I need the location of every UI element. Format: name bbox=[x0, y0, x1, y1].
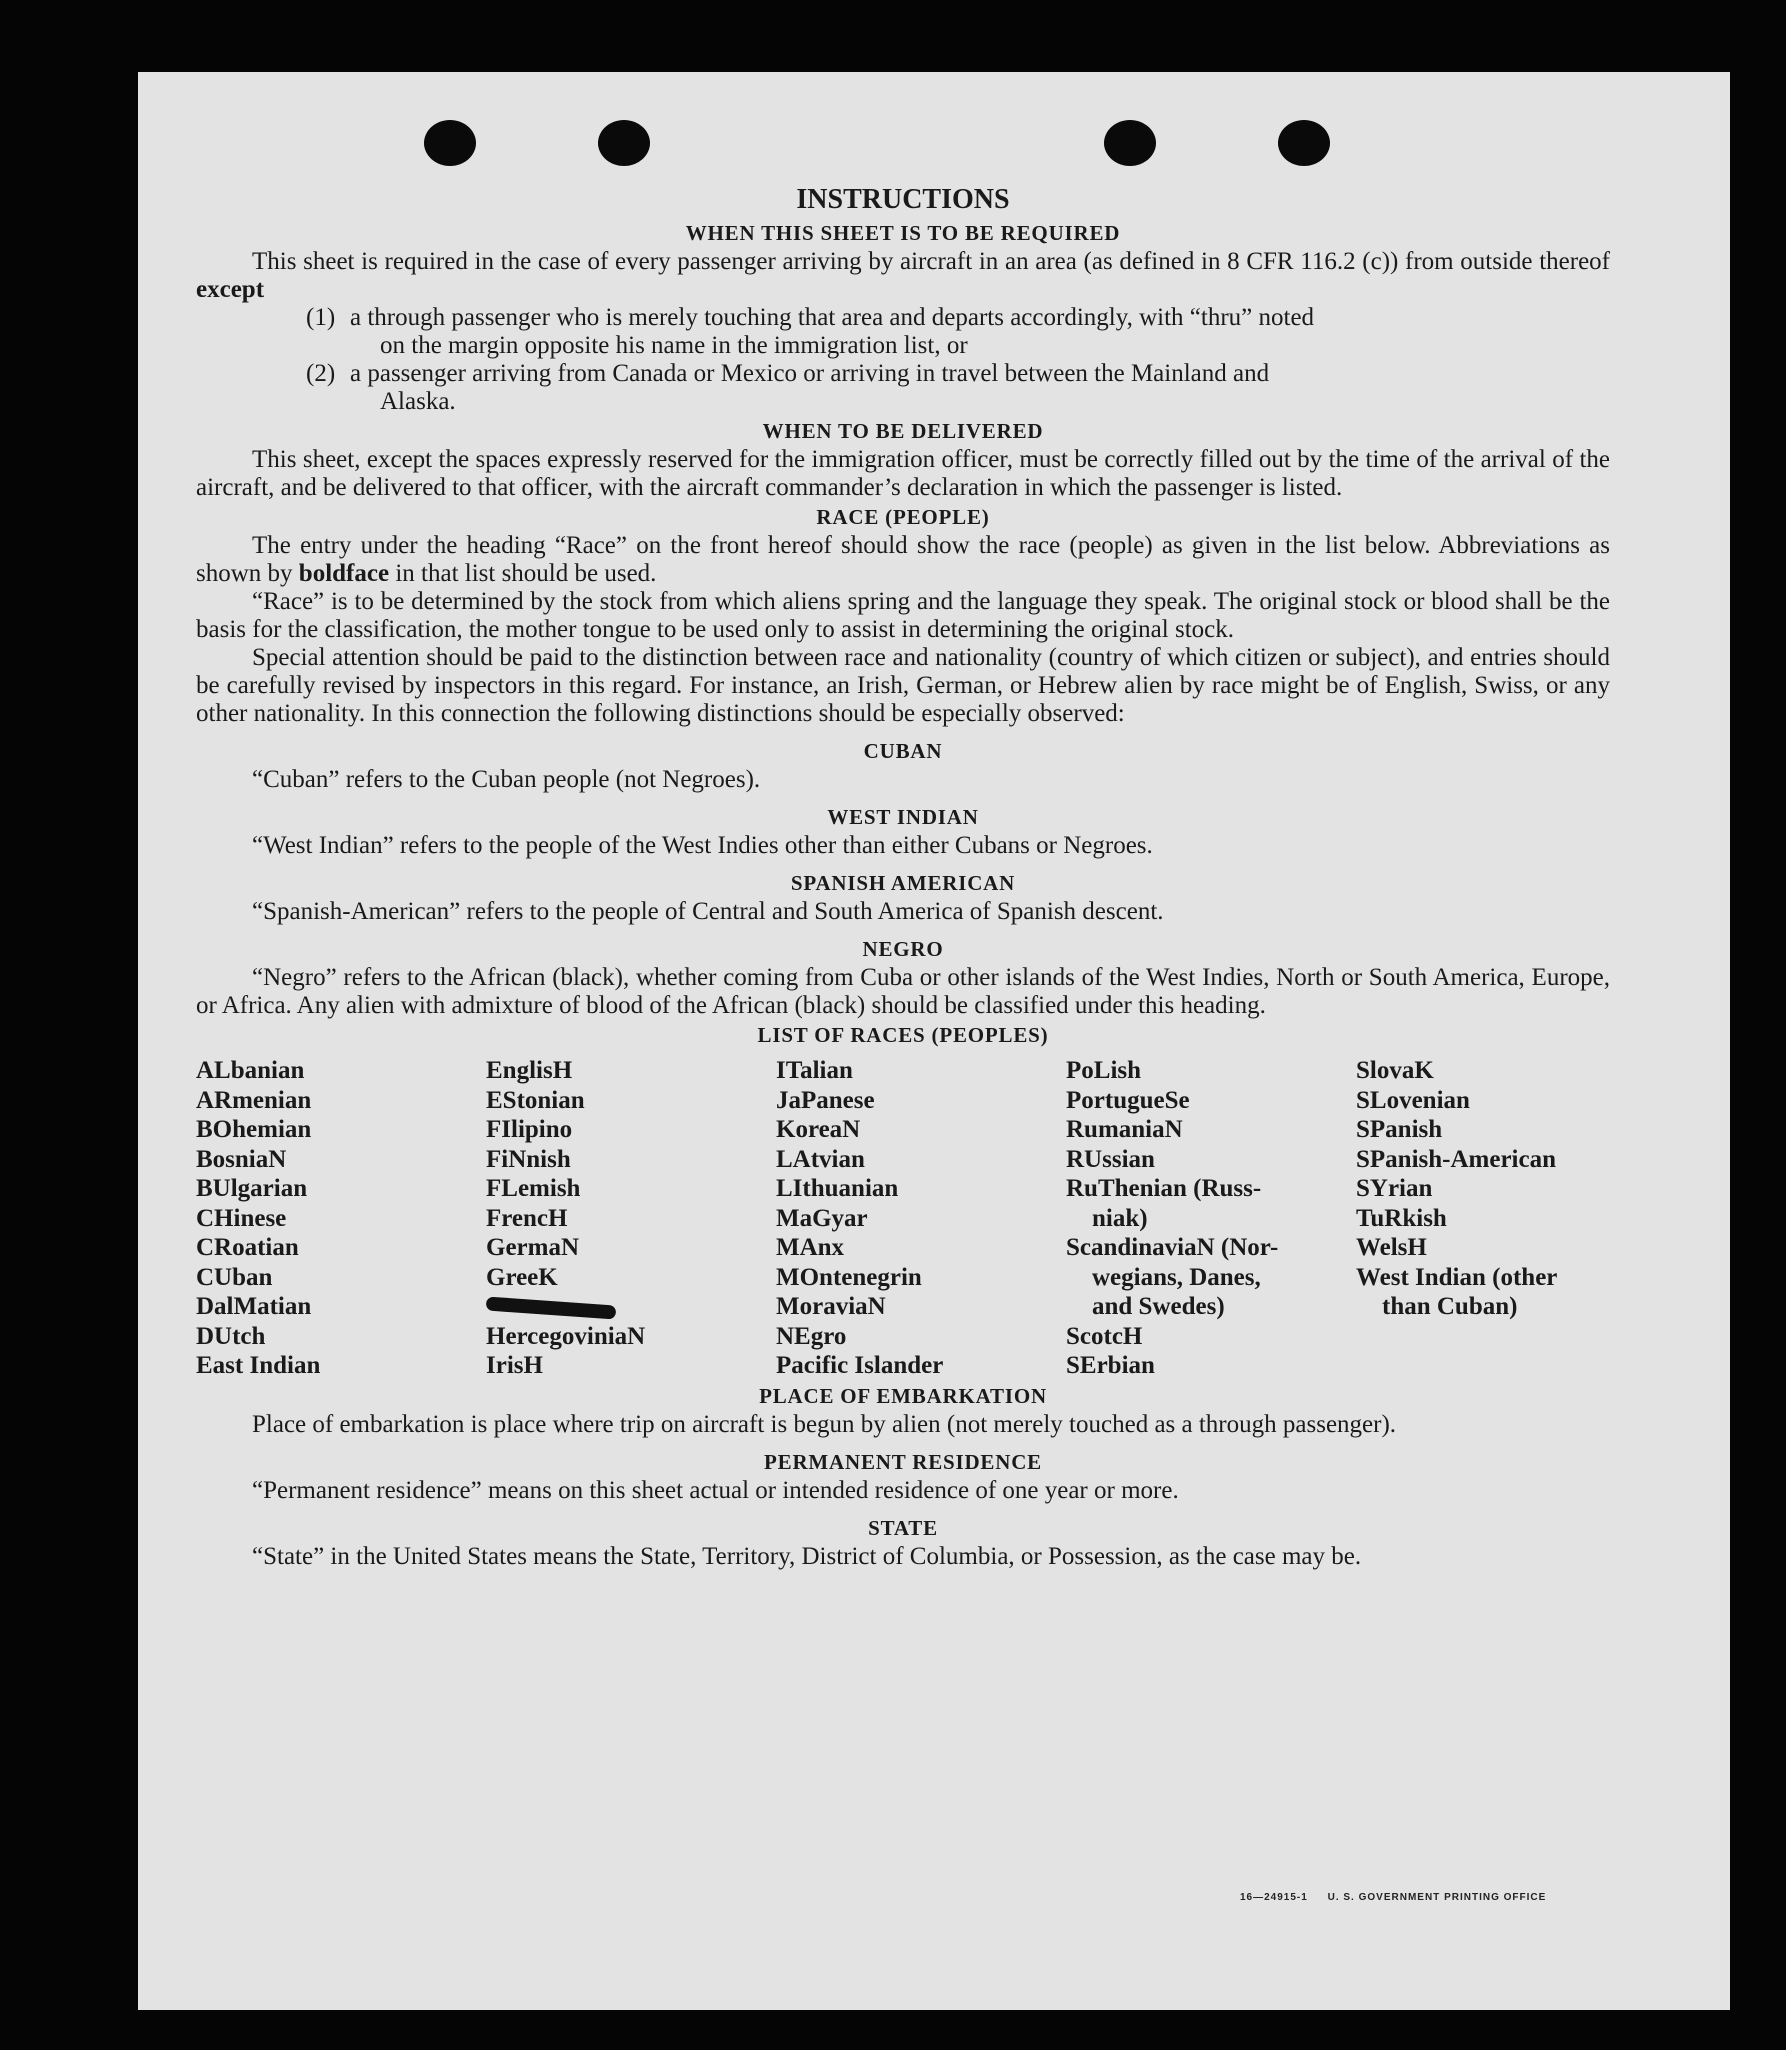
race-item: SlovaK bbox=[1356, 1057, 1434, 1084]
race-item: PortugueSe bbox=[1066, 1086, 1190, 1114]
redaction-mark bbox=[486, 1297, 617, 1320]
race-item: MOntenegrin bbox=[776, 1263, 922, 1291]
race-item: BOhemian bbox=[196, 1116, 312, 1143]
paragraph-west-indian: “West Indian” refers to the people of the West Indies other than either Cubans or Negroes. bbox=[252, 832, 1153, 859]
exception-line-continued: on the margin opposite his name in the immigration list, or bbox=[380, 332, 968, 359]
form-code: 16—24915-1 bbox=[1240, 1892, 1308, 1903]
paragraph-cuban: “Cuban” refers to the Cuban people (not Negroes). bbox=[252, 766, 761, 793]
races-column-5 bbox=[1356, 1056, 1616, 1381]
race-item: SErbian bbox=[1066, 1352, 1155, 1379]
races-column-1 bbox=[196, 1056, 486, 1381]
punch-hole bbox=[1104, 120, 1156, 166]
heading-embarkation: PLACE OF EMBARKATION bbox=[759, 1383, 1047, 1408]
race-item: TuRkish bbox=[1356, 1204, 1447, 1232]
race-item: EStonian bbox=[486, 1086, 585, 1114]
race-item: ARmenian bbox=[196, 1086, 312, 1114]
race-item: NEgro bbox=[776, 1322, 847, 1350]
printer-imprint bbox=[1240, 1892, 1562, 1903]
page-title: INSTRUCTIONS bbox=[796, 184, 1010, 215]
paragraph-delivered: This sheet, except the spaces expressly reserved for the immigration officer, must be correctly filled out by the time of the arrival of the aircraft, and be delivered to that officer, with the aircraft commander’s declaration in which the passenger is listed. bbox=[196, 446, 1610, 501]
exception-text bbox=[350, 304, 1610, 360]
race-item: FLemish bbox=[486, 1175, 581, 1202]
race-item: BUlgarian bbox=[196, 1175, 308, 1202]
exception-item-2 bbox=[306, 360, 1610, 416]
paragraph-race-1-bold: boldface bbox=[298, 560, 390, 587]
race-item: FiNnish bbox=[486, 1145, 571, 1173]
race-item-continued: than Cuban) bbox=[1382, 1293, 1518, 1320]
paragraph-permanent-residence: “Permanent residence” means on this sheet actual or intended residence of one year or more. bbox=[252, 1476, 1179, 1504]
races-column-4 bbox=[1066, 1056, 1356, 1381]
race-item: MaGyar bbox=[776, 1204, 868, 1232]
paragraph-negro: “Negro” refers to the African (black), whether coming from Cuba or other islands of the West Indies, North or South America, Europe, or Africa. Any alien with admixture of blood of the African (black) should be classified under this heading. bbox=[196, 964, 1610, 1019]
paragraph-required-text: This sheet is required in the case of every passenger arriving by aircraft in an area (as defined in 8 CFR 116.2 (c)) from outside thereof bbox=[252, 248, 1610, 275]
paragraph-required bbox=[196, 248, 1610, 304]
punch-hole bbox=[598, 120, 650, 166]
race-item: RuThenian (Russ- bbox=[1066, 1175, 1262, 1202]
race-item: FrencH bbox=[486, 1204, 568, 1232]
race-item: IrisH bbox=[486, 1352, 543, 1379]
heading-when-required: WHEN THIS SHEET IS TO BE REQUIRED bbox=[685, 221, 1121, 245]
exception-line-continued: Alaska. bbox=[380, 388, 456, 415]
heading-spanish-american: SPANISH AMERICAN bbox=[790, 871, 1016, 895]
race-item: HercegoviniaN bbox=[486, 1322, 646, 1350]
paragraph-race-1 bbox=[196, 532, 1610, 588]
race-item: DalMatian bbox=[196, 1293, 312, 1320]
exception-number: (1) bbox=[306, 304, 336, 331]
race-item: GermaN bbox=[486, 1234, 580, 1261]
race-item: KoreaN bbox=[776, 1116, 861, 1143]
race-item: LIthuanian bbox=[776, 1175, 899, 1202]
heading-cuban: CUBAN bbox=[863, 739, 943, 763]
paragraph-race-3: Special attention should be paid to the distinction between race and nationality (country of which citizen or subject), and entries should be carefully revised by inspectors in this regard. For instance, an Irish, German, or Hebrew alien by race might be of English, Swiss, or any other nationality. In this connection the following distinctions should be especially observed: bbox=[196, 644, 1610, 727]
printer-name: U. S. GOVERNMENT PRINTING OFFICE bbox=[1327, 1892, 1547, 1903]
punch-hole bbox=[424, 120, 476, 166]
redacted-race-item bbox=[486, 1292, 776, 1322]
races-column-3 bbox=[776, 1056, 1066, 1381]
exception-number: (2) bbox=[306, 360, 336, 387]
paragraph-race-1a: The entry under the heading “Race” on the front hereof should show the race (people) as given in the list below. Abbreviations as shown by bbox=[196, 532, 1610, 587]
race-item: SLovenian bbox=[1356, 1086, 1470, 1114]
paragraph-spanish-american: “Spanish-American” refers to the people of Central and South America of Spanish descent. bbox=[252, 898, 1164, 925]
heading-permanent-residence: PERMANENT RESIDENCE bbox=[764, 1449, 1042, 1474]
race-item: CUban bbox=[196, 1263, 273, 1291]
heading-state: STATE bbox=[868, 1515, 938, 1540]
race-item: ScandinaviaN (Nor- bbox=[1066, 1234, 1279, 1261]
race-item: MAnx bbox=[776, 1234, 845, 1261]
heading-when-delivered: WHEN TO BE DELIVERED bbox=[762, 419, 1044, 443]
race-item: EnglisH bbox=[486, 1057, 573, 1084]
paragraph-state: “State” in the United States means the State, Territory, District of Columbia, or Possession, as the case may be. bbox=[252, 1542, 1362, 1570]
race-item: RumaniaN bbox=[1066, 1116, 1183, 1143]
race-item: MoraviaN bbox=[776, 1293, 886, 1320]
race-item: SPanish bbox=[1356, 1116, 1443, 1143]
races-list bbox=[196, 1056, 1610, 1381]
race-item: DUtch bbox=[196, 1322, 266, 1350]
race-item: ALbanian bbox=[196, 1057, 305, 1084]
punch-hole bbox=[1278, 120, 1330, 166]
race-item: East Indian bbox=[196, 1352, 321, 1379]
form-sheet bbox=[138, 72, 1730, 2010]
race-item: PoLish bbox=[1066, 1057, 1142, 1084]
race-item: SYrian bbox=[1356, 1175, 1433, 1202]
race-item-continued: wegians, Danes, bbox=[1092, 1263, 1261, 1291]
race-item: BosniaN bbox=[196, 1145, 287, 1173]
race-item: West Indian (other bbox=[1356, 1263, 1558, 1291]
race-item: GreeK bbox=[486, 1263, 558, 1291]
race-item: Pacific Islander bbox=[776, 1352, 944, 1379]
race-item: ITalian bbox=[776, 1057, 853, 1084]
paragraph-embarkation: Place of embarkation is place where trip on aircraft is begun by alien (not merely touched as a through passenger). bbox=[252, 1410, 1397, 1438]
race-item: FIlipino bbox=[486, 1116, 573, 1143]
race-item: JaPanese bbox=[776, 1086, 875, 1114]
paragraph-race-1c: in that list should be used. bbox=[395, 560, 657, 587]
exception-line: a through passenger who is merely touching that area and departs accordingly, with “thru” noted bbox=[350, 304, 1315, 331]
heading-negro: NEGRO bbox=[862, 937, 944, 961]
race-item: CHinese bbox=[196, 1204, 287, 1232]
race-item: LAtvian bbox=[776, 1145, 865, 1173]
race-item: WelsH bbox=[1356, 1234, 1427, 1261]
instructions-body bbox=[196, 184, 1610, 1571]
race-item: ScotcH bbox=[1066, 1322, 1143, 1350]
exception-item-1 bbox=[306, 304, 1610, 360]
race-item: SPanish-American bbox=[1356, 1145, 1556, 1173]
race-item: RUssian bbox=[1066, 1145, 1155, 1173]
heading-west-indian: WEST INDIAN bbox=[827, 805, 979, 829]
paragraph-race-2: “Race” is to be determined by the stock from which aliens spring and the language they speak. The original stock or blood shall be the basis for the classification, the mother tongue to be used only to assist in determining the original stock. bbox=[196, 588, 1610, 643]
paragraph-required-except: except bbox=[196, 276, 265, 303]
exception-text bbox=[350, 360, 1610, 416]
races-column-2 bbox=[486, 1056, 776, 1381]
heading-race: RACE (PEOPLE) bbox=[816, 505, 990, 529]
race-item: CRoatian bbox=[196, 1234, 299, 1261]
heading-list-of-races: LIST OF RACES (PEOPLES) bbox=[757, 1023, 1049, 1047]
race-item-continued: and Swedes) bbox=[1092, 1293, 1225, 1320]
exception-line: a passenger arriving from Canada or Mexico or arriving in travel between the Mainland and bbox=[350, 360, 1270, 387]
race-item-continued: niak) bbox=[1092, 1204, 1148, 1232]
